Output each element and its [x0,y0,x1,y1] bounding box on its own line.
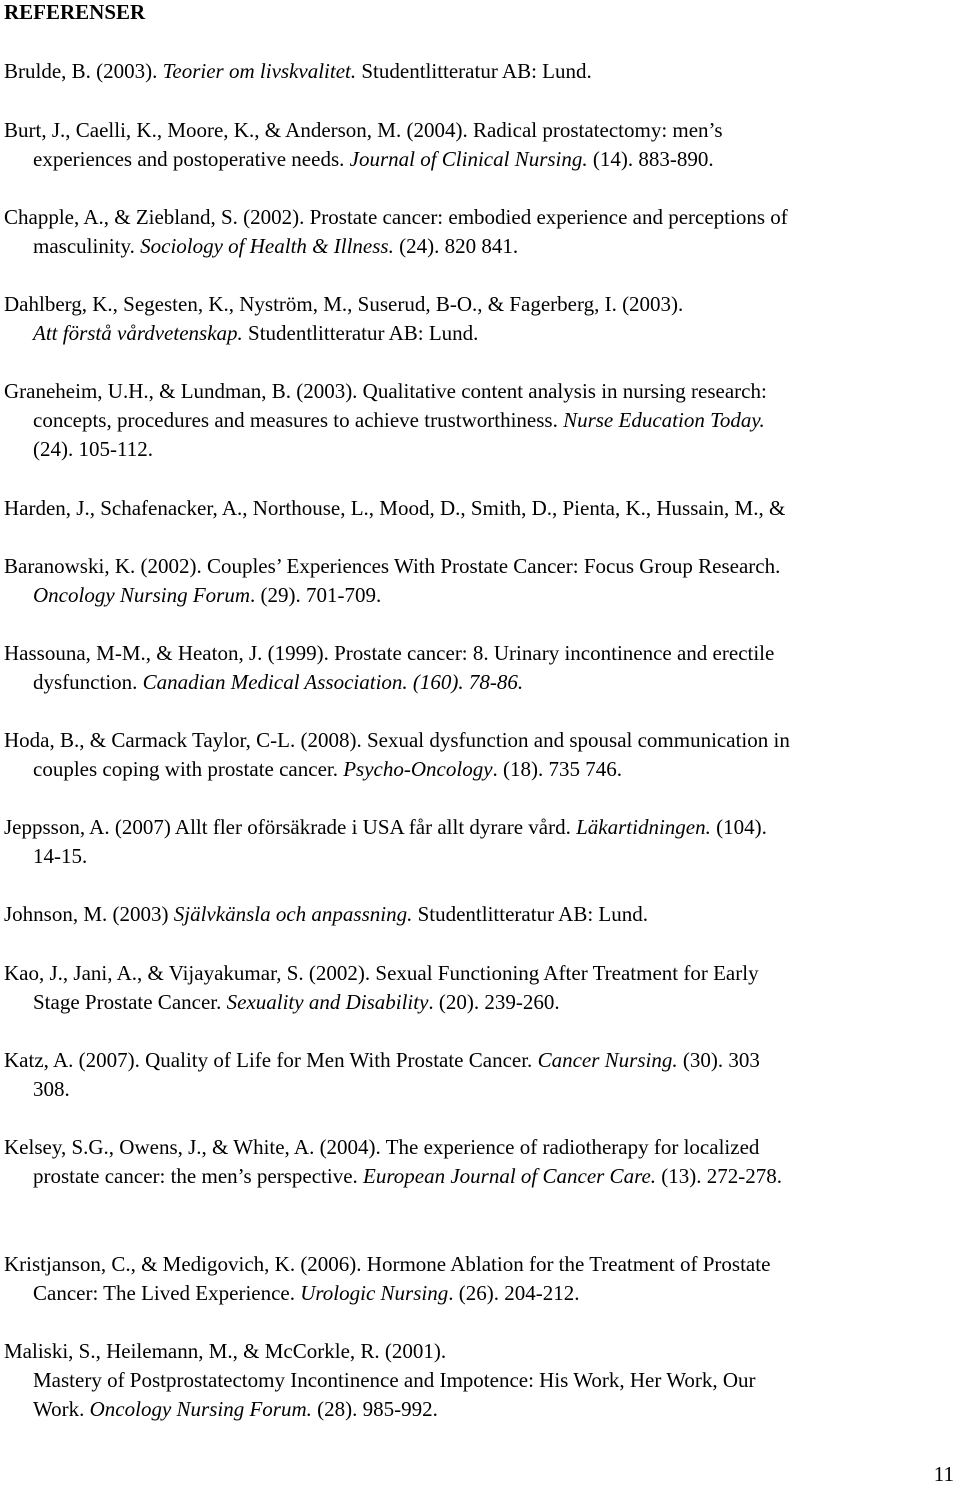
reference-text: couples coping with prostate cancer. [33,757,344,781]
reference-text: experiences and postoperative needs. [33,147,350,171]
reference-entry [4,377,960,464]
reference-text: Johnson, M. (2003) [4,902,174,926]
reference-italic-text: Sexuality and Disability [226,990,429,1014]
reference-text: Graneheim, U.H., & Lundman, B. (2003). Qualitative content analysis in nursing research: [4,379,767,403]
reference-line [4,813,960,842]
reference-text: (28). 985-992. [311,1397,438,1421]
reference-line [4,639,960,668]
reference-text: Kao, J., Jani, A., & Vijayakumar, S. (2002). Sexual Functioning After Treatment for Early [4,961,759,985]
reference-text: Maliski, S., Heilemann, M., & McCorkle, R. (2001). [4,1339,447,1363]
reference-entry [4,1250,960,1308]
reference-italic-text: Sociology of Health & Illness. [140,234,394,258]
reference-line [33,1162,960,1191]
reference-text: Kelsey, S.G., Owens, J., & White, A. (2004). The experience of radiotherapy for localized [4,1135,760,1159]
reference-text: . (29). 701-709. [250,583,382,607]
reference-entry [4,1046,960,1104]
reference-italic-text: Canadian Medical Association. (160). 78-86. [142,670,524,694]
reference-entry [4,494,960,523]
reference-line [33,1366,960,1395]
reference-text: . (26). 204-212. [448,1281,580,1305]
reference-line [33,1075,960,1104]
reference-italic-text: European Journal of Cancer Care. [363,1164,657,1188]
reference-entry [4,900,960,929]
reference-text: Hoda, B., & Carmack Taylor, C-L. (2008). Sexual dysfunction and spousal communication in [4,728,790,752]
reference-text: Baranowski, K. (2002). Couples’ Experiences With Prostate Cancer: Focus Group Research. [4,554,781,578]
reference-text: Jeppsson, A. (2007) Allt fler oförsäkrade i USA får allt dyrare vård. [4,815,577,839]
reference-line [33,755,960,784]
reference-text: Brulde, B. (2003). [4,59,163,83]
reference-entry [4,116,960,174]
reference-italic-text: Läkartidningen. [576,815,711,839]
reference-line [4,959,960,988]
reference-text: (104). [710,815,767,839]
reference-text: Work. [33,1397,90,1421]
reference-entry [4,552,960,610]
reference-line [4,552,960,581]
reference-line [4,1133,960,1162]
reference-italic-text: Urologic Nursing [300,1281,449,1305]
reference-line [4,290,960,319]
reference-line [33,145,960,174]
reference-text: 308. [33,1077,70,1101]
reference-italic-text: Oncology Nursing Forum [33,583,250,607]
reference-entry [4,1337,960,1424]
reference-text: Hassouna, M-M., & Heaton, J. (1999). Prostate cancer: 8. Urinary incontinence and erectile [4,641,775,665]
reference-entry [4,203,960,261]
reference-text: (14). 883-890. [587,147,714,171]
reference-text: dysfunction. [33,670,143,694]
reference-line [4,377,960,406]
section-heading: REFERENSER [4,0,146,24]
reference-text: Dahlberg, K., Segesten, K., Nyström, M., Suserud, B-O., & Fagerberg, I. (2003). [4,292,684,316]
reference-text: (24). 820 841. [393,234,519,258]
reference-text: Cancer: The Lived Experience. [33,1281,301,1305]
reference-text: masculinity. [33,234,141,258]
reference-line [33,1279,960,1308]
reference-line [33,232,960,261]
reference-entry [4,959,960,1017]
reference-line [4,1337,960,1366]
reference-line [4,116,960,145]
reference-italic-text: Självkänsla och anpassning. [173,902,413,926]
reference-entry [4,57,960,86]
reference-italic-text: Psycho-Oncology [343,757,493,781]
reference-line [33,581,960,610]
reference-text: . (18). 735 746. [492,757,623,781]
reference-entry [4,1133,960,1191]
reference-italic-text: Oncology Nursing Forum. [89,1397,312,1421]
reference-text: Chapple, A., & Ziebland, S. (2002). Prostate cancer: embodied experience and perceptions of [4,205,788,229]
reference-italic-text: Journal of Clinical Nursing. [349,147,588,171]
reference-text: Mastery of Postprostatectomy Incontinence and Impotence: His Work, Her Work, Our [33,1368,756,1392]
reference-text: Kristjanson, C., & Medigovich, K. (2006). Hormone Ablation for the Treatment of Prostate [4,1252,771,1276]
reference-line [33,435,960,464]
reference-text: (13). 272-278. [656,1164,783,1188]
reference-text: Katz, A. (2007). Quality of Life for Men With Prostate Cancer. [4,1048,538,1072]
reference-line [33,842,960,871]
reference-line [4,57,960,86]
reference-text: prostate cancer: the men’s perspective. [33,1164,364,1188]
reference-line [33,406,960,435]
reference-line [4,494,960,523]
reference-text: 14-15. [33,844,88,868]
reference-text: Burt, J., Caelli, K., Moore, K., & Anderson, M. (2004). Radical prostatectomy: men’s [4,118,723,142]
reference-line [33,668,960,697]
reference-line [4,203,960,232]
reference-italic-text: Nurse Education Today. [563,408,765,432]
reference-text: (30). 303 [677,1048,760,1072]
reference-line [4,726,960,755]
reference-text: Studentlitteratur AB: Lund. [412,902,648,926]
reference-entry [4,726,960,784]
page-number: 11 [933,1462,954,1486]
reference-line [33,319,960,348]
reference-italic-text: Cancer Nursing. [537,1048,678,1072]
reference-italic-text: Teorier om livskvalitet. [162,59,357,83]
reference-entry [4,639,960,697]
reference-text: Stage Prostate Cancer. [33,990,227,1014]
reference-text: (24). 105-112. [33,437,153,461]
reference-entry [4,290,960,348]
reference-text: Harden, J., Schafenacker, A., Northouse, L., Mood, D., Smith, D., Pienta, K., Hussain, M., & [4,496,786,520]
reference-line [4,1250,960,1279]
reference-text: . (20). 239-260. [428,990,560,1014]
reference-text: concepts, procedures and measures to achieve trustworthiness. [33,408,564,432]
reference-text: Studentlitteratur AB: Lund. [242,321,479,345]
reference-line [33,988,960,1017]
reference-entry [4,813,960,871]
reference-italic-text: Att förstå vårdvetenskap. [33,321,243,345]
reference-line [4,900,960,929]
reference-line [33,1395,960,1424]
reference-line [4,1046,960,1075]
reference-text: Studentlitteratur AB: Lund. [356,59,592,83]
